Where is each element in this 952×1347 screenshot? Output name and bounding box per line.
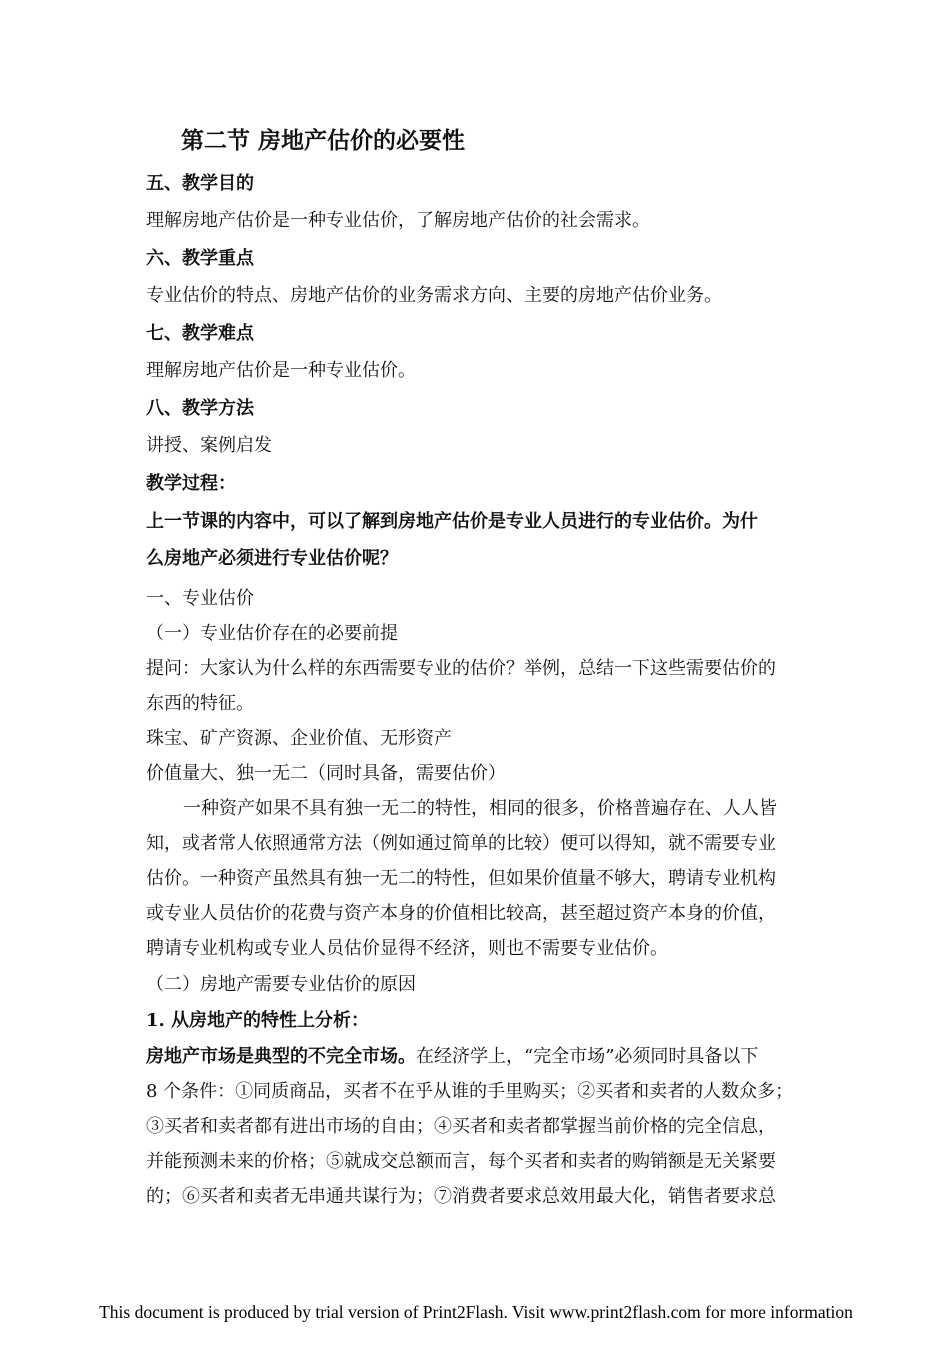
trial-watermark-footer: This document is produced by trial version of Print2Flash. Visit www.print2flash.com for more information — [99, 1302, 853, 1322]
paragraph-teaching-objective: 理解房地产估价是一种专业估价，了解房地产估价的社会需求。 — [146, 210, 650, 231]
heading-teaching-focus: 六、教学重点 — [146, 248, 254, 269]
teaching-process-label: 教学过程： — [146, 473, 236, 494]
question-line: 提问：大家认为什么样的东西需要专业的估价？举例，总结一下这些需要估价的 — [146, 658, 776, 679]
intro-line: 上一节课的内容中，可以了解到房地产估价是专业人员进行的专业估价。为什 — [146, 511, 758, 532]
subheading-prerequisite: （一）专业估价存在的必要前提 — [146, 623, 398, 644]
heading-teaching-objective: 五、教学目的 — [146, 173, 254, 194]
heading-teaching-difficulty: 七、教学难点 — [146, 323, 254, 344]
explanation-line: 或专业人员估价的花费与资产本身的价值相比较高，甚至超过资产本身的价值， — [146, 903, 776, 924]
paragraph-teaching-focus: 专业估价的特点、房地产估价的业务需求方向、主要的房地产估价业务。 — [146, 285, 722, 306]
analysis-heading: 1. 从房地产的特性上分析： — [146, 1010, 370, 1031]
explanation-line: 知，或者常人依照通常方法（例如通过简单的比较）便可以得知，就不需要专业 — [146, 833, 776, 854]
market-line: 的；⑥买者和卖者无串通共谋行为；⑦消费者要求总效用最大化，销售者要求总 — [146, 1186, 776, 1207]
explanation-line: 聘请专业机构或专业人员估价显得不经济，则也不需要专业估价。 — [146, 938, 668, 959]
intro-line: 么房地产必须进行专业估价呢？ — [146, 548, 398, 569]
paragraph-teaching-difficulty: 理解房地产估价是一种专业估价。 — [146, 360, 416, 381]
market-line: ③买者和卖者都有进出市场的自由；④买者和卖者都掌握当前价格的完全信息， — [146, 1116, 776, 1137]
features-line: 价值量大、独一无二（同时具备，需要估价） — [146, 763, 506, 784]
market-line — [146, 1039, 810, 1075]
examples-line: 珠宝、矿产资源、企业价值、无形资产 — [146, 728, 452, 749]
subheading-professional-appraisal: 一、专业估价 — [146, 588, 254, 609]
market-line: 并能预测未来的价格；⑤就成交总额而言，每个买者和卖者的购销额是无关紧要 — [146, 1151, 776, 1172]
market-line: 8 个条件：①同质商品，买者不在乎从谁的手里购买；②买者和卖者的人数众多； — [146, 1081, 794, 1102]
subheading-reasons: （二）房地产需要专业估价的原因 — [146, 974, 416, 995]
heading-teaching-method: 八、教学方法 — [146, 398, 254, 419]
market-bold-statement: 房地产市场是典型的不完全市场。 — [146, 1046, 416, 1067]
paragraph-teaching-method: 讲授、案例启发 — [146, 435, 272, 456]
explanation-line: 估价。一种资产虽然具有独一无二的特性，但如果价值量不够大，聘请专业机构 — [146, 868, 776, 889]
question-line: 东西的特征。 — [146, 693, 254, 714]
explanation-line: 一种资产如果不具有独一无二的特性，相同的很多，价格普遍存在、人人皆 — [183, 798, 777, 819]
market-statement-rest: 在经济学上，“完全市场”必须同时具备以下 — [416, 1046, 759, 1067]
section-title: 第二节 房地产估价的必要性 — [181, 127, 466, 154]
